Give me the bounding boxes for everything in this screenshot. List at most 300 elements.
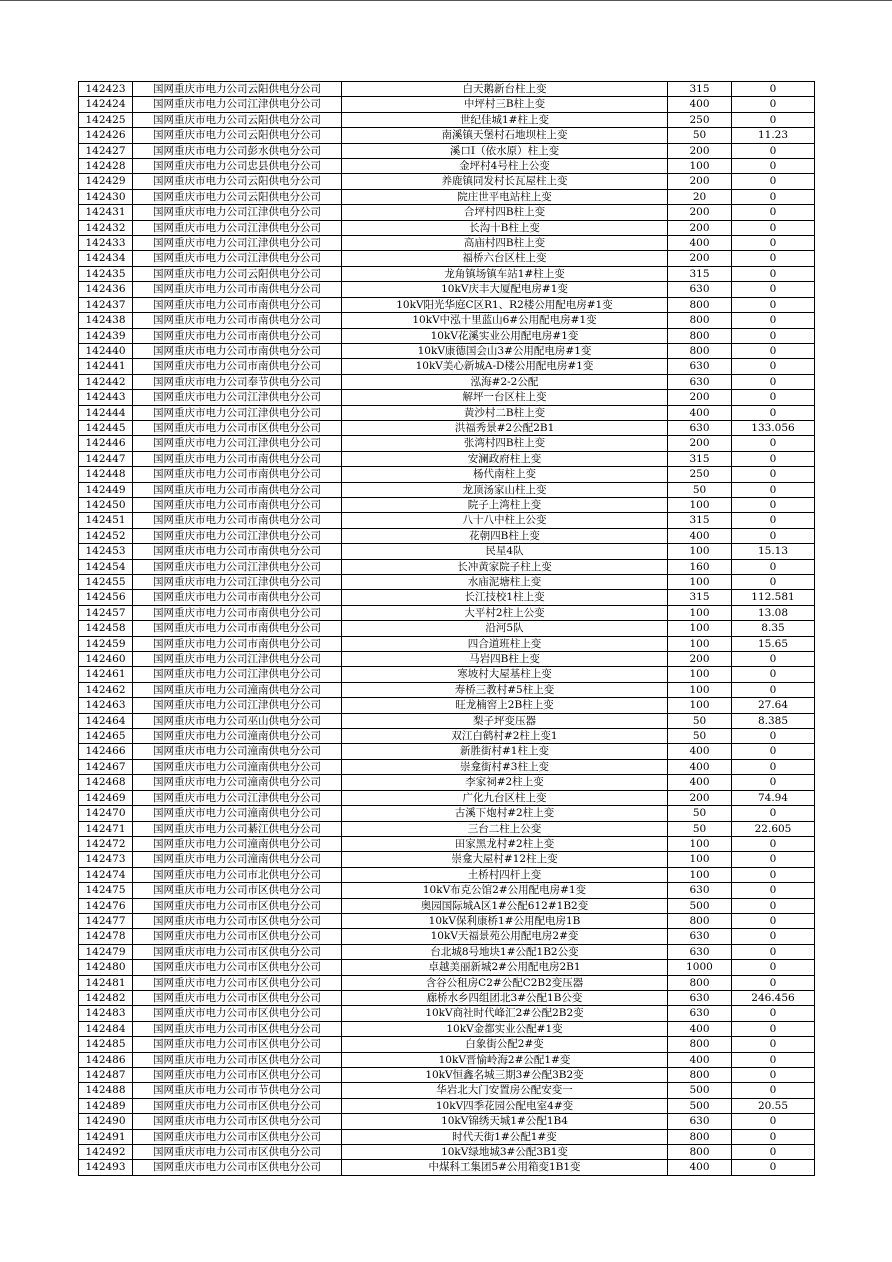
company-cell: 国网重庆市电力公司市南供电分公司	[133, 513, 342, 528]
row-id-cell: 142474	[79, 867, 133, 882]
capacity-cell: 100	[668, 836, 732, 851]
value-cell: 0	[732, 467, 815, 482]
row-id-cell: 142445	[79, 420, 133, 435]
capacity-cell: 400	[668, 775, 732, 790]
row-id-cell: 142492	[79, 1145, 133, 1160]
company-cell: 国网重庆市电力公司市南供电分公司	[133, 282, 342, 297]
table-row	[79, 621, 815, 636]
capacity-cell: 100	[668, 867, 732, 882]
value-cell: 74.94	[732, 790, 815, 805]
table-row	[79, 513, 815, 528]
row-id-cell: 142464	[79, 713, 133, 728]
capacity-cell: 630	[668, 1006, 732, 1021]
company-cell: 国网重庆市电力公司江津供电分公司	[133, 559, 342, 574]
row-id-cell: 142493	[79, 1160, 133, 1175]
row-id-cell: 142434	[79, 251, 133, 266]
table-row	[79, 1052, 815, 1067]
transformer-name-cell: 广化九台区柱上变	[342, 790, 668, 805]
capacity-cell: 200	[668, 790, 732, 805]
row-id-cell: 142431	[79, 205, 133, 220]
row-id-cell: 142479	[79, 944, 133, 959]
capacity-cell: 50	[668, 128, 732, 143]
table-row	[79, 682, 815, 697]
transformer-name-cell: 四合道班柱上变	[342, 636, 668, 651]
row-id-cell: 142428	[79, 159, 133, 174]
value-cell: 0	[732, 405, 815, 420]
table-row	[79, 359, 815, 374]
capacity-cell: 50	[668, 806, 732, 821]
transformer-name-cell: 世纪佳城1#柱上变	[342, 112, 668, 127]
capacity-cell: 400	[668, 528, 732, 543]
value-cell: 133.056	[732, 420, 815, 435]
row-id-cell: 142490	[79, 1114, 133, 1129]
value-cell: 0	[732, 744, 815, 759]
table-row	[79, 205, 815, 220]
company-cell: 国网重庆市电力公司云阳供电分公司	[133, 112, 342, 127]
table-row	[79, 405, 815, 420]
company-cell: 国网重庆市电力公司江津供电分公司	[133, 575, 342, 590]
transformer-name-cell: 洪福秀景#2公配2B1	[342, 420, 668, 435]
value-cell: 0	[732, 1114, 815, 1129]
table-row	[79, 944, 815, 959]
company-cell: 国网重庆市电力公司市南供电分公司	[133, 590, 342, 605]
company-cell: 国网重庆市电力公司市区供电分公司	[133, 420, 342, 435]
transformer-name-cell: 福桥六台区柱上变	[342, 251, 668, 266]
transformer-table	[78, 81, 815, 1176]
company-cell: 国网重庆市电力公司潼南供电分公司	[133, 729, 342, 744]
transformer-name-cell: 10kV保利康桥1#公用配电房1B	[342, 913, 668, 928]
company-cell: 国网重庆市电力公司潼南供电分公司	[133, 744, 342, 759]
row-id-cell: 142477	[79, 913, 133, 928]
capacity-cell: 630	[668, 990, 732, 1005]
transformer-name-cell: 台北城8号地块1#公配1B2公变	[342, 944, 668, 959]
transformer-name-cell: 民星4队	[342, 544, 668, 559]
table-body	[79, 82, 815, 1176]
transformer-name-cell: 旺龙楠窖上2B柱上变	[342, 698, 668, 713]
transformer-name-cell: 中坪村三B柱上变	[342, 97, 668, 112]
value-cell: 0	[732, 220, 815, 235]
transformer-name-cell: 杨代南柱上变	[342, 467, 668, 482]
capacity-cell: 630	[668, 883, 732, 898]
company-cell: 国网重庆市电力公司江津供电分公司	[133, 667, 342, 682]
row-id-cell: 142444	[79, 405, 133, 420]
capacity-cell: 200	[668, 220, 732, 235]
transformer-name-cell: 张湾村四B柱上变	[342, 436, 668, 451]
value-cell: 0	[732, 1145, 815, 1160]
company-cell: 国网重庆市电力公司江津供电分公司	[133, 698, 342, 713]
company-cell: 国网重庆市电力公司市区供电分公司	[133, 883, 342, 898]
value-cell: 0	[732, 1006, 815, 1021]
value-cell: 15.65	[732, 636, 815, 651]
capacity-cell: 1000	[668, 960, 732, 975]
transformer-name-cell: 含谷公租房C2#公配C2B2变压器	[342, 975, 668, 990]
company-cell: 国网重庆市电力公司江津供电分公司	[133, 251, 342, 266]
row-id-cell: 142439	[79, 328, 133, 343]
table-row	[79, 528, 815, 543]
capacity-cell: 315	[668, 266, 732, 281]
value-cell: 0	[732, 266, 815, 281]
value-cell: 0	[732, 1037, 815, 1052]
value-cell: 20.55	[732, 1098, 815, 1113]
company-cell: 国网重庆市电力公司市节供电分公司	[133, 1083, 342, 1098]
company-cell: 国网重庆市电力公司市南供电分公司	[133, 313, 342, 328]
row-id-cell: 142471	[79, 821, 133, 836]
transformer-name-cell: 10kV庆丰大厦配电房#1变	[342, 282, 668, 297]
transformer-name-cell: 溪口Ⅰ（依水原）柱上变	[342, 143, 668, 158]
table-row	[79, 729, 815, 744]
value-cell: 0	[732, 575, 815, 590]
table-row	[79, 482, 815, 497]
row-id-cell: 142468	[79, 775, 133, 790]
row-id-cell: 142438	[79, 313, 133, 328]
table-row	[79, 852, 815, 867]
transformer-name-cell: 10kV美心新城A-D楼公用配电房#1变	[342, 359, 668, 374]
capacity-cell: 800	[668, 1037, 732, 1052]
value-cell: 0	[732, 898, 815, 913]
company-cell: 国网重庆市电力公司市南供电分公司	[133, 328, 342, 343]
table-row	[79, 390, 815, 405]
company-cell: 国网重庆市电力公司市南供电分公司	[133, 544, 342, 559]
table-row	[79, 821, 815, 836]
transformer-name-cell: 奥园国际城A区1#公配612#1B2变	[342, 898, 668, 913]
capacity-cell: 200	[668, 205, 732, 220]
capacity-cell: 100	[668, 682, 732, 697]
table-row	[79, 497, 815, 512]
row-id-cell: 142423	[79, 82, 133, 97]
capacity-cell: 315	[668, 82, 732, 97]
table-row	[79, 913, 815, 928]
capacity-cell: 500	[668, 1083, 732, 1098]
table-row	[79, 836, 815, 851]
company-cell: 国网重庆市电力公司市区供电分公司	[133, 1006, 342, 1021]
capacity-cell: 100	[668, 667, 732, 682]
company-cell: 国网重庆市电力公司市南供电分公司	[133, 621, 342, 636]
value-cell: 0	[732, 775, 815, 790]
value-cell: 0	[732, 482, 815, 497]
value-cell: 13.08	[732, 605, 815, 620]
row-id-cell: 142481	[79, 975, 133, 990]
value-cell: 0	[732, 759, 815, 774]
value-cell: 0	[732, 251, 815, 266]
capacity-cell: 630	[668, 420, 732, 435]
row-id-cell: 142457	[79, 605, 133, 620]
table-row	[79, 128, 815, 143]
capacity-cell: 400	[668, 744, 732, 759]
value-cell: 0	[732, 1068, 815, 1083]
company-cell: 国网重庆市电力公司江津供电分公司	[133, 528, 342, 543]
value-cell: 0	[732, 913, 815, 928]
capacity-cell: 50	[668, 713, 732, 728]
table-row	[79, 343, 815, 358]
company-cell: 国网重庆市电力公司市南供电分公司	[133, 636, 342, 651]
row-id-cell: 142473	[79, 852, 133, 867]
company-cell: 国网重庆市电力公司市区供电分公司	[133, 1145, 342, 1160]
table-row	[79, 1083, 815, 1098]
company-cell: 国网重庆市电力公司市区供电分公司	[133, 898, 342, 913]
table-row	[79, 636, 815, 651]
capacity-cell: 200	[668, 390, 732, 405]
table-row	[79, 97, 815, 112]
table-row	[79, 806, 815, 821]
value-cell: 0	[732, 1052, 815, 1067]
row-id-cell: 142461	[79, 667, 133, 682]
table-row	[79, 605, 815, 620]
row-id-cell: 142450	[79, 497, 133, 512]
company-cell: 国网重庆市电力公司市北供电分公司	[133, 867, 342, 882]
row-id-cell: 142455	[79, 575, 133, 590]
table-row	[79, 744, 815, 759]
table-row	[79, 775, 815, 790]
capacity-cell: 100	[668, 636, 732, 651]
company-cell: 国网重庆市电力公司市区供电分公司	[133, 1160, 342, 1175]
row-id-cell: 142463	[79, 698, 133, 713]
value-cell: 27.64	[732, 698, 815, 713]
table-row	[79, 436, 815, 451]
row-id-cell: 142427	[79, 143, 133, 158]
company-cell: 国网重庆市电力公司市区供电分公司	[133, 1068, 342, 1083]
transformer-name-cell: 长冲黄家院子柱上变	[342, 559, 668, 574]
value-cell: 0	[732, 729, 815, 744]
value-cell: 0	[732, 1083, 815, 1098]
page-top-rule	[0, 0, 892, 1]
value-cell: 0	[732, 236, 815, 251]
capacity-cell: 800	[668, 975, 732, 990]
row-id-cell: 142449	[79, 482, 133, 497]
transformer-name-cell: 高庙村四B柱上变	[342, 236, 668, 251]
table-row	[79, 590, 815, 605]
transformer-name-cell: 黄沙村二B柱上变	[342, 405, 668, 420]
table-row	[79, 544, 815, 559]
capacity-cell: 630	[668, 929, 732, 944]
value-cell: 0	[732, 944, 815, 959]
company-cell: 国网重庆市电力公司潼南供电分公司	[133, 775, 342, 790]
company-cell: 国网重庆市电力公司忠县供电分公司	[133, 159, 342, 174]
transformer-name-cell: 大平村2柱上公变	[342, 605, 668, 620]
capacity-cell: 315	[668, 590, 732, 605]
capacity-cell: 400	[668, 97, 732, 112]
table-row	[79, 1098, 815, 1113]
company-cell: 国网重庆市电力公司市南供电分公司	[133, 451, 342, 466]
row-id-cell: 142459	[79, 636, 133, 651]
value-cell: 0	[732, 497, 815, 512]
value-cell: 112.581	[732, 590, 815, 605]
capacity-cell: 160	[668, 559, 732, 574]
value-cell: 0	[732, 359, 815, 374]
transformer-name-cell: 合坪村四B柱上变	[342, 205, 668, 220]
row-id-cell: 142448	[79, 467, 133, 482]
row-id-cell: 142435	[79, 266, 133, 281]
capacity-cell: 20	[668, 189, 732, 204]
transformer-name-cell: 水庙泥塘柱上变	[342, 575, 668, 590]
transformer-name-cell: 长江技校1柱上变	[342, 590, 668, 605]
capacity-cell: 50	[668, 729, 732, 744]
row-id-cell: 142425	[79, 112, 133, 127]
row-id-cell: 142458	[79, 621, 133, 636]
table-row	[79, 159, 815, 174]
company-cell: 国网重庆市电力公司云阳供电分公司	[133, 174, 342, 189]
table-row	[79, 652, 815, 667]
company-cell: 国网重庆市电力公司市区供电分公司	[133, 1114, 342, 1129]
value-cell: 0	[732, 374, 815, 389]
company-cell: 国网重庆市电力公司江津供电分公司	[133, 97, 342, 112]
table-row	[79, 1145, 815, 1160]
row-id-cell: 142466	[79, 744, 133, 759]
value-cell: 0	[732, 513, 815, 528]
value-cell: 0	[732, 883, 815, 898]
row-id-cell: 142453	[79, 544, 133, 559]
company-cell: 国网重庆市电力公司市区供电分公司	[133, 913, 342, 928]
transformer-name-cell: 10kV金都实业公配#1变	[342, 1021, 668, 1036]
table-row	[79, 575, 815, 590]
capacity-cell: 100	[668, 605, 732, 620]
value-cell: 0	[732, 313, 815, 328]
table-row	[79, 1129, 815, 1144]
company-cell: 国网重庆市电力公司市区供电分公司	[133, 1052, 342, 1067]
capacity-cell: 200	[668, 436, 732, 451]
transformer-name-cell: 解坪一台区柱上变	[342, 390, 668, 405]
table-row	[79, 1114, 815, 1129]
company-cell: 国网重庆市电力公司潼南供电分公司	[133, 852, 342, 867]
company-cell: 国网重庆市电力公司江津供电分公司	[133, 652, 342, 667]
transformer-name-cell: 龙顶汤家山柱上变	[342, 482, 668, 497]
company-cell: 国网重庆市电力公司市区供电分公司	[133, 975, 342, 990]
company-cell: 国网重庆市电力公司江津供电分公司	[133, 220, 342, 235]
company-cell: 国网重庆市电力公司潼南供电分公司	[133, 759, 342, 774]
value-cell: 0	[732, 159, 815, 174]
transformer-name-cell: 土桥村四杆上变	[342, 867, 668, 882]
table-row	[79, 898, 815, 913]
table-row	[79, 313, 815, 328]
transformer-name-cell: 白象街公配2#变	[342, 1037, 668, 1052]
row-id-cell: 142451	[79, 513, 133, 528]
table-row	[79, 143, 815, 158]
capacity-cell: 630	[668, 282, 732, 297]
value-cell: 15.13	[732, 544, 815, 559]
company-cell: 国网重庆市电力公司江津供电分公司	[133, 236, 342, 251]
transformer-name-cell: 10kV商社时代峰汇2#公配2B2变	[342, 1006, 668, 1021]
table-row	[79, 467, 815, 482]
value-cell: 0	[732, 559, 815, 574]
table-row	[79, 174, 815, 189]
company-cell: 国网重庆市电力公司江津供电分公司	[133, 205, 342, 220]
capacity-cell: 100	[668, 159, 732, 174]
company-cell: 国网重庆市电力公司云阳供电分公司	[133, 189, 342, 204]
capacity-cell: 800	[668, 343, 732, 358]
capacity-cell: 400	[668, 759, 732, 774]
table-row	[79, 759, 815, 774]
row-id-cell: 142430	[79, 189, 133, 204]
table-row	[79, 1021, 815, 1036]
row-id-cell: 142429	[79, 174, 133, 189]
table-row	[79, 297, 815, 312]
row-id-cell: 142470	[79, 806, 133, 821]
company-cell: 国网重庆市电力公司市区供电分公司	[133, 944, 342, 959]
value-cell: 0	[732, 343, 815, 358]
row-id-cell: 142467	[79, 759, 133, 774]
capacity-cell: 800	[668, 1145, 732, 1160]
capacity-cell: 100	[668, 497, 732, 512]
capacity-cell: 800	[668, 1129, 732, 1144]
value-cell: 0	[732, 112, 815, 127]
transformer-name-cell: 双江白鹤村#2柱上变1	[342, 729, 668, 744]
transformer-name-cell: 10kV阳光华庭C区R1、R2楼公用配电房#1变	[342, 297, 668, 312]
company-cell: 国网重庆市电力公司市区供电分公司	[133, 1098, 342, 1113]
row-id-cell: 142440	[79, 343, 133, 358]
capacity-cell: 800	[668, 1068, 732, 1083]
value-cell: 0	[732, 836, 815, 851]
capacity-cell: 250	[668, 467, 732, 482]
row-id-cell: 142437	[79, 297, 133, 312]
row-id-cell: 142442	[79, 374, 133, 389]
transformer-name-cell: 时代天街1#公配1#变	[342, 1129, 668, 1144]
value-cell: 22.605	[732, 821, 815, 836]
company-cell: 国网重庆市电力公司市南供电分公司	[133, 359, 342, 374]
table-row	[79, 698, 815, 713]
row-id-cell: 142484	[79, 1021, 133, 1036]
row-id-cell: 142460	[79, 652, 133, 667]
capacity-cell: 500	[668, 1098, 732, 1113]
transformer-name-cell: 院庄世平电站柱上变	[342, 189, 668, 204]
table-row	[79, 1160, 815, 1175]
capacity-cell: 50	[668, 482, 732, 497]
table-row	[79, 266, 815, 281]
row-id-cell: 142491	[79, 1129, 133, 1144]
table-row	[79, 420, 815, 435]
company-cell: 国网重庆市电力公司市区供电分公司	[133, 929, 342, 944]
capacity-cell: 315	[668, 451, 732, 466]
table-row	[79, 790, 815, 805]
capacity-cell: 200	[668, 143, 732, 158]
value-cell: 11.23	[732, 128, 815, 143]
row-id-cell: 142485	[79, 1037, 133, 1052]
capacity-cell: 800	[668, 297, 732, 312]
capacity-cell: 400	[668, 236, 732, 251]
row-id-cell: 142447	[79, 451, 133, 466]
capacity-cell: 400	[668, 405, 732, 420]
table-row	[79, 990, 815, 1005]
capacity-cell: 100	[668, 544, 732, 559]
company-cell: 国网重庆市电力公司綦江供电分公司	[133, 821, 342, 836]
transformer-name-cell: 田家黑龙村#2柱上变	[342, 836, 668, 851]
company-cell: 国网重庆市电力公司云阳供电分公司	[133, 82, 342, 97]
transformer-name-cell: 安澜政府柱上变	[342, 451, 668, 466]
transformer-name-cell: 泓海#2-2公配	[342, 374, 668, 389]
capacity-cell: 50	[668, 821, 732, 836]
table-row	[79, 867, 815, 882]
transformer-name-cell: 寿桥三教村#5柱上变	[342, 682, 668, 697]
capacity-cell: 100	[668, 575, 732, 590]
company-cell: 国网重庆市电力公司彭水供电分公司	[133, 143, 342, 158]
row-id-cell: 142475	[79, 883, 133, 898]
transformer-name-cell: 崇龛街村#3柱上变	[342, 759, 668, 774]
value-cell: 246.456	[732, 990, 815, 1005]
value-cell: 0	[732, 852, 815, 867]
table-row	[79, 220, 815, 235]
company-cell: 国网重庆市电力公司市南供电分公司	[133, 343, 342, 358]
transformer-name-cell: 10kV布克公馆2#公用配电房#1变	[342, 883, 668, 898]
row-id-cell: 142487	[79, 1068, 133, 1083]
company-cell: 国网重庆市电力公司潼南供电分公司	[133, 682, 342, 697]
table-row	[79, 975, 815, 990]
row-id-cell: 142488	[79, 1083, 133, 1098]
value-cell: 0	[732, 960, 815, 975]
transformer-name-cell: 白天鹅新台柱上变	[342, 82, 668, 97]
transformer-name-cell: 中煤科工集团5#公用箱变1B1变	[342, 1160, 668, 1175]
table-row	[79, 82, 815, 97]
row-id-cell: 142436	[79, 282, 133, 297]
value-cell: 0	[732, 975, 815, 990]
transformer-name-cell: 养鹿镇同发村长瓦屋柱上变	[342, 174, 668, 189]
